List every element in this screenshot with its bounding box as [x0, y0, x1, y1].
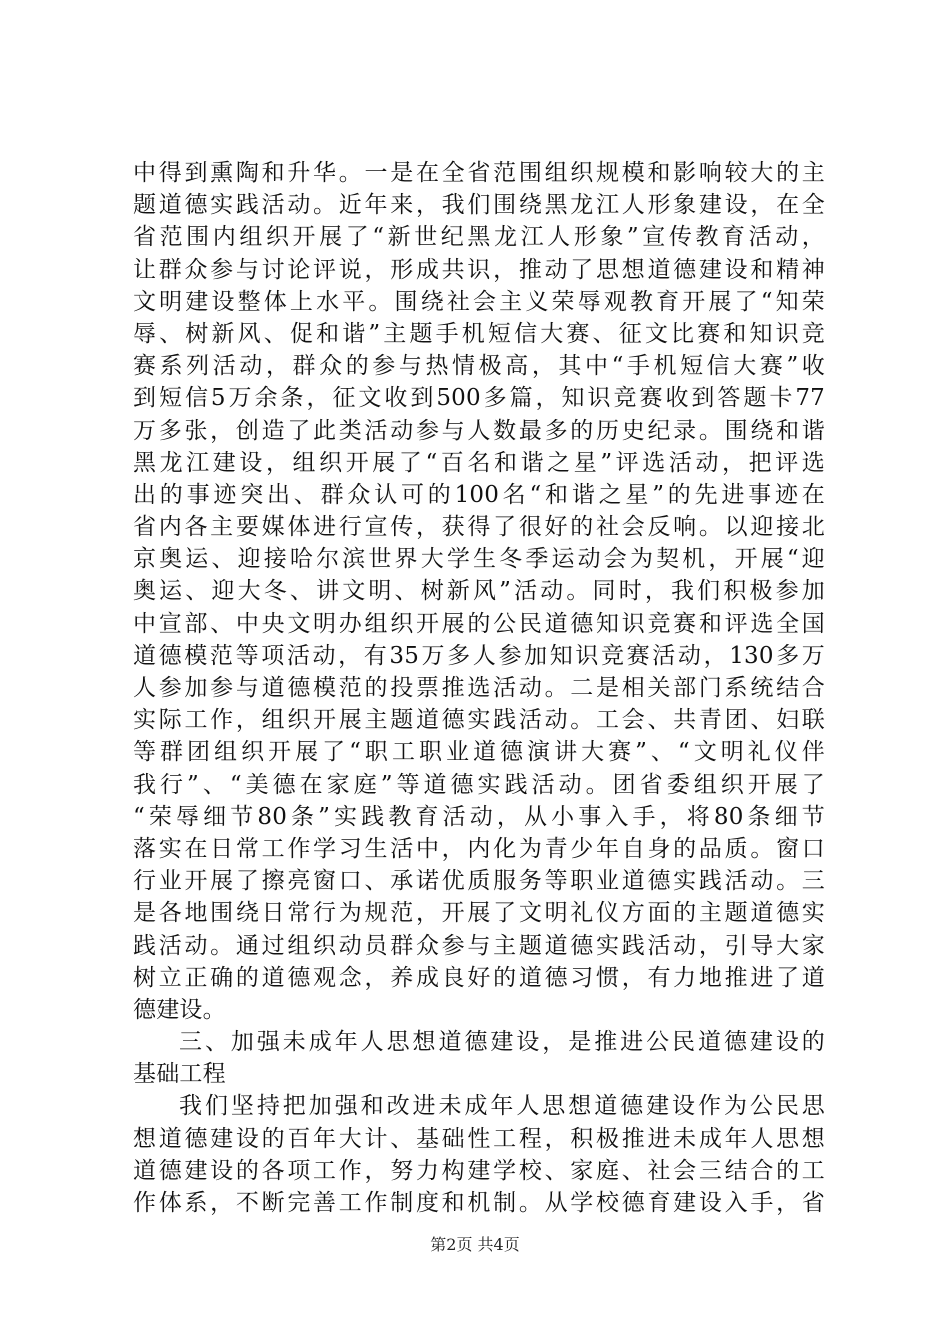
text-line: 我行”、“美德在家庭”等道德实践活动。团省委组织开展了 [133, 771, 825, 798]
text-line: 想道德建设的百年大计、基础性工程，积极推进未成年人思想 [133, 1125, 825, 1152]
paragraph [133, 1090, 825, 1219]
text-line: 实际工作，组织开展主题道德实践活动。工会、共青团、妇联 [133, 707, 825, 734]
text-line: 辱、树新风、促和谐”主题手机短信大赛、征文比赛和知识竞 [133, 320, 825, 347]
text-line: 到短信5万余条，征文收到500多篇，知识竞赛收到答题卡77 [133, 385, 825, 412]
text-line: 我们坚持把加强和改进未成年人思想道德建设作为公民思 [179, 1093, 825, 1120]
text-line: 省范围内组织开展了“新世纪黑龙江人形象”宣传教育活动， [133, 224, 825, 251]
text-line: 赛系列活动，群众的参与热情极高，其中“手机短信大赛”收 [133, 353, 825, 380]
text-line: 等群团组织开展了“职工职业道德演讲大赛”、“文明礼仪伴 [133, 739, 825, 766]
text-line: 三、加强未成年人思想道德建设，是推进公民道德建设的 [179, 1029, 825, 1056]
page-footer: 第2页 共4页 [430, 1235, 520, 1254]
text-line: 道德建设的各项工作，努力构建学校、家庭、社会三结合的工 [133, 1157, 825, 1184]
text-line: 行业开展了擦亮窗口、承诺优质服务等职业道德实践活动。三 [133, 868, 825, 895]
text-line: 让群众参与讨论评说，形成共识，推动了思想道德建设和精神 [133, 256, 825, 283]
text-line: 基础工程 [133, 1061, 226, 1088]
text-line: 省内各主要媒体进行宣传，获得了很好的社会反响。以迎接北 [133, 514, 825, 541]
text-line: 题道德实践活动。近年来，我们围绕黑龙江人形象建设，在全 [133, 192, 825, 219]
text-line: 中宣部、中央文明办组织开展的公民道德知识竞赛和评选全国 [133, 610, 825, 637]
text-line: 践活动。通过组织动员群众参与主题道德实践活动，引导大家 [133, 932, 825, 959]
page-body [133, 157, 825, 1219]
text-line: 奥运、迎大冬、讲文明、树新风”活动。同时，我们积极参加 [133, 578, 825, 605]
text-line: 中得到熏陶和升华。一是在全省范围组织规模和影响较大的主 [133, 160, 825, 186]
text-line: 是各地围绕日常行为规范，开展了文明礼仪方面的主题道德实 [133, 900, 825, 927]
text-line: 黑龙江建设，组织开展了“百名和谐之星”评选活动，把评选 [133, 449, 825, 476]
text-line: 作体系，不断完善工作制度和机制。从学校德育建设入手，省 [133, 1190, 825, 1216]
text-line: 树立正确的道德观念，养成良好的道德习惯，有力地推进了道 [133, 964, 825, 991]
text-line: 德建设。 [133, 996, 226, 1023]
text-line: “荣辱细节80条”实践教育活动，从小事入手，将80条细节 [133, 803, 825, 830]
text-line: 人参加参与道德模范的投票推选活动。二是相关部门系统结合 [133, 675, 825, 701]
text-line: 文明建设整体上水平。围绕社会主义荣辱观教育开展了“知荣 [133, 288, 825, 315]
text-line: 落实在日常工作学习生活中，内化为青少年自身的品质。窗口 [133, 835, 825, 862]
text-line: 出的事迹突出、群众认可的100名“和谐之星”的先进事迹在 [133, 481, 825, 508]
text-line: 京奥运、迎接哈尔滨世界大学生冬季运动会为契机，开展“迎 [133, 546, 825, 573]
section-heading [133, 1026, 825, 1090]
text-line: 万多张，创造了此类活动参与人数最多的历史纪录。围绕和谐 [133, 417, 825, 444]
paragraph [133, 157, 825, 1026]
text-line: 道德模范等项活动，有35万多人参加知识竞赛活动，130多万 [133, 642, 825, 669]
